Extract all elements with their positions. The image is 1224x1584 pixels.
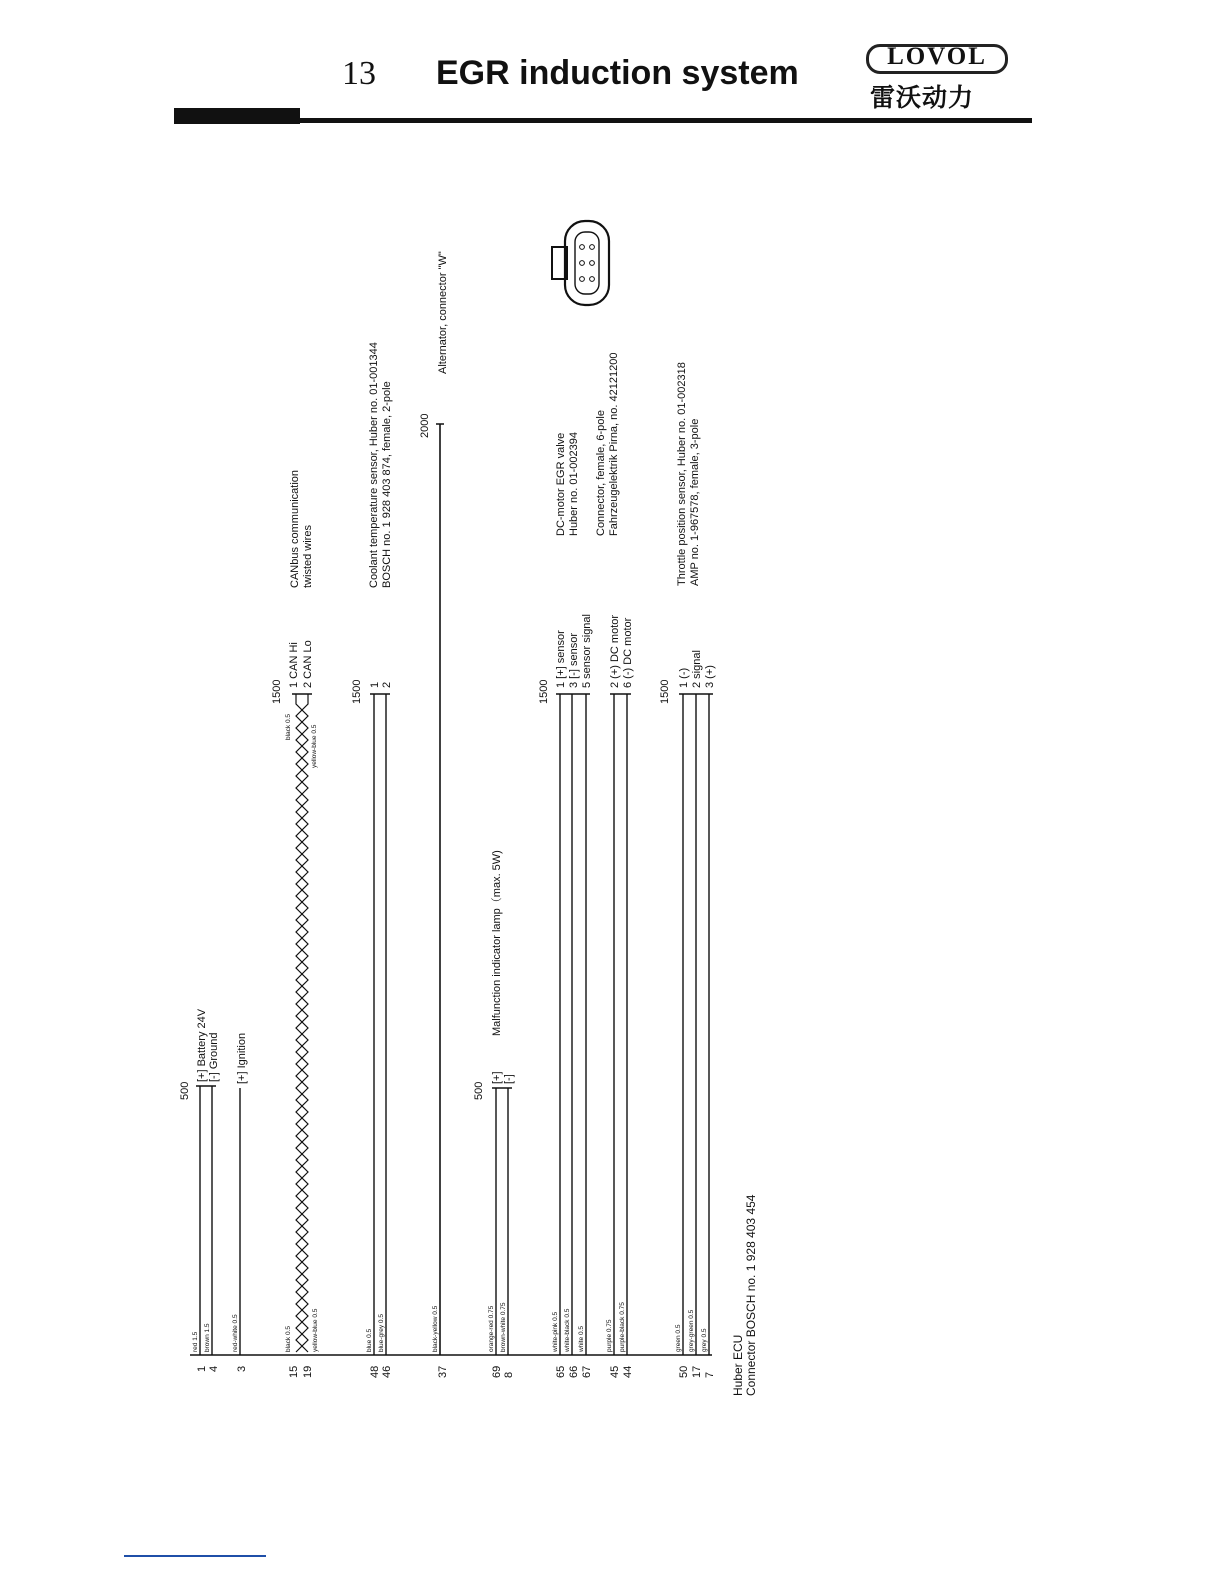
wire-end-label: [-] (503, 1074, 515, 1084)
chapter-number: 13 (342, 55, 376, 92)
twisted-wire-b (296, 694, 308, 1352)
connector-pin (590, 261, 595, 266)
twisted-wire-a (296, 694, 308, 1352)
pin-number: 8 (503, 1371, 515, 1378)
wire-color-label: brown 1.5 (204, 1323, 211, 1352)
wire-group-lamp (473, 850, 515, 1378)
wire-color-label: red 1.5 (192, 1331, 199, 1352)
wire-group-can (271, 470, 319, 1378)
pin-number: 17 (691, 1365, 703, 1378)
component-description: Fahrzeugelektrik Pirna, no. 42121200 (608, 352, 620, 536)
pin-number: 4 (208, 1365, 220, 1372)
wire-color-label: grey 0.5 (701, 1328, 708, 1352)
wire-end-label: [-] Ground (208, 1032, 220, 1082)
component-description: Alternator, connector "W" (437, 251, 449, 374)
pin-number: 46 (381, 1365, 393, 1378)
wire-end-label: 1 (-) (678, 667, 690, 688)
wire-color-label: red-white 0.5 (232, 1314, 239, 1352)
wire-color-label: blue-grey 0.5 (378, 1314, 385, 1352)
wire-group-throttle (659, 362, 716, 1378)
wire-end-label: 3 (+) (704, 665, 716, 688)
wire-end-label: 1 CAN Hi (288, 642, 300, 688)
component-description: DC-motor EGR valve (555, 432, 567, 536)
connector-body (565, 221, 609, 305)
wire-color-label: black 0.5 (285, 713, 292, 740)
wire-length: 1500 (271, 679, 283, 704)
pin-number: 7 (704, 1371, 716, 1378)
ecu-name: Huber ECU (731, 1334, 745, 1396)
pin-number: 37 (437, 1365, 449, 1378)
wire-end-label: 5 sensor signal (581, 614, 593, 688)
component-description: twisted wires (302, 525, 314, 588)
component-description: Connector, female, 6-pole (595, 410, 607, 536)
component-description: BOSCH no. 1 928 403 874, female, 2-pole (381, 381, 393, 588)
pin-number: 44 (622, 1365, 634, 1378)
ecu-connector: Connector BOSCH no. 1 928 403 454 (744, 1194, 758, 1396)
pin-number: 45 (609, 1365, 621, 1378)
footer-line (124, 1555, 266, 1557)
page-title: EGR induction system (436, 54, 799, 92)
wire-color-label: blue 0.5 (366, 1328, 373, 1352)
pin-number: 19 (302, 1365, 314, 1378)
connector-pin (590, 277, 595, 282)
wire-color-label: brown-white 0.75 (500, 1302, 507, 1352)
wire-group-alternator (419, 251, 449, 1378)
ecu-label (731, 1194, 758, 1396)
wire-length: 500 (179, 1081, 191, 1100)
pin-number: 66 (568, 1365, 580, 1378)
wire-group-battery (179, 1008, 220, 1372)
wire-end-label: 3 [-] sensor (568, 632, 580, 688)
wire-end-label: 1 (369, 681, 381, 688)
component-description: Huber no. 01-002394 (568, 432, 580, 536)
wire-length: 500 (473, 1081, 485, 1100)
wire-end-label: [+] (491, 1071, 503, 1084)
pin-number: 50 (678, 1365, 690, 1378)
component-description: Coolant temperature sensor, Huber no. 01-001344 (368, 342, 380, 588)
logo-chinese-wordmark: 雷沃动力 (870, 83, 975, 112)
pin-number: 1 (196, 1365, 208, 1372)
connector-pin (590, 245, 595, 250)
pin-number: 3 (236, 1365, 248, 1372)
connector-pin (580, 277, 585, 282)
egr-connector-symbol (552, 221, 609, 305)
wire-end-label: [+] Battery 24V (196, 1008, 208, 1082)
logo-wordmark: LOVOL (887, 43, 987, 70)
wire-color-label: grey-green 0.5 (688, 1309, 695, 1352)
wire-color-label: green 0.5 (675, 1324, 682, 1352)
component-description: Throttle position sensor, Huber no. 01-002318 (676, 362, 688, 586)
wire-end-label: [+] Ignition (236, 1032, 248, 1084)
wire-color-label: orange-red 0.75 (488, 1305, 495, 1352)
wire-end-label: 2 (+) DC motor (609, 614, 621, 688)
wire-end-label: 2 CAN Lo (302, 640, 314, 688)
wire-length: 2000 (419, 413, 431, 438)
wire-length: 1500 (351, 679, 363, 704)
wire-end-label: 2 signal (691, 650, 703, 688)
wire-color-label: white 0.5 (578, 1325, 585, 1352)
connector-face (575, 232, 599, 294)
wire-end-label: 1 [+] sensor (555, 630, 567, 688)
wire-end-label: 2 (381, 681, 393, 688)
wire-group-egr (538, 221, 634, 1378)
wire-color-label: white-pink 0.5 (552, 1311, 559, 1352)
component-description: CANbus communication (289, 470, 301, 588)
component-description: AMP no. 1-967578, female, 3-pole (689, 418, 701, 586)
wire-group-coolant (351, 342, 393, 1378)
wire-group-ignition (232, 1033, 248, 1372)
wire-length: 1500 (538, 679, 550, 704)
pin-number: 69 (491, 1365, 503, 1378)
connector-pin (580, 261, 585, 266)
wire-end-label: 6 (-) DC motor (622, 617, 634, 688)
pin-number: 67 (581, 1365, 593, 1378)
pin-number: 15 (288, 1365, 300, 1378)
wire-color-label: yellow-blue 0.5 (312, 1308, 319, 1352)
pin-number: 65 (555, 1365, 567, 1378)
pin-number: 48 (369, 1365, 381, 1378)
wire-length: 1500 (659, 679, 671, 704)
wire-color-label: black-yellow 0.5 (432, 1305, 439, 1352)
wire-color-label: white-black 0.5 (564, 1308, 571, 1352)
wire-color-label: yellow-blue 0.5 (311, 724, 318, 768)
component-description: Malfunction indicator lamp（max. 5W) (491, 850, 503, 1036)
wire-color-label: purple 0.75 (606, 1319, 613, 1352)
connector-pin (580, 245, 585, 250)
wire-color-label: black 0.5 (285, 1325, 292, 1352)
wire-color-label: purple-black 0.75 (619, 1302, 626, 1352)
